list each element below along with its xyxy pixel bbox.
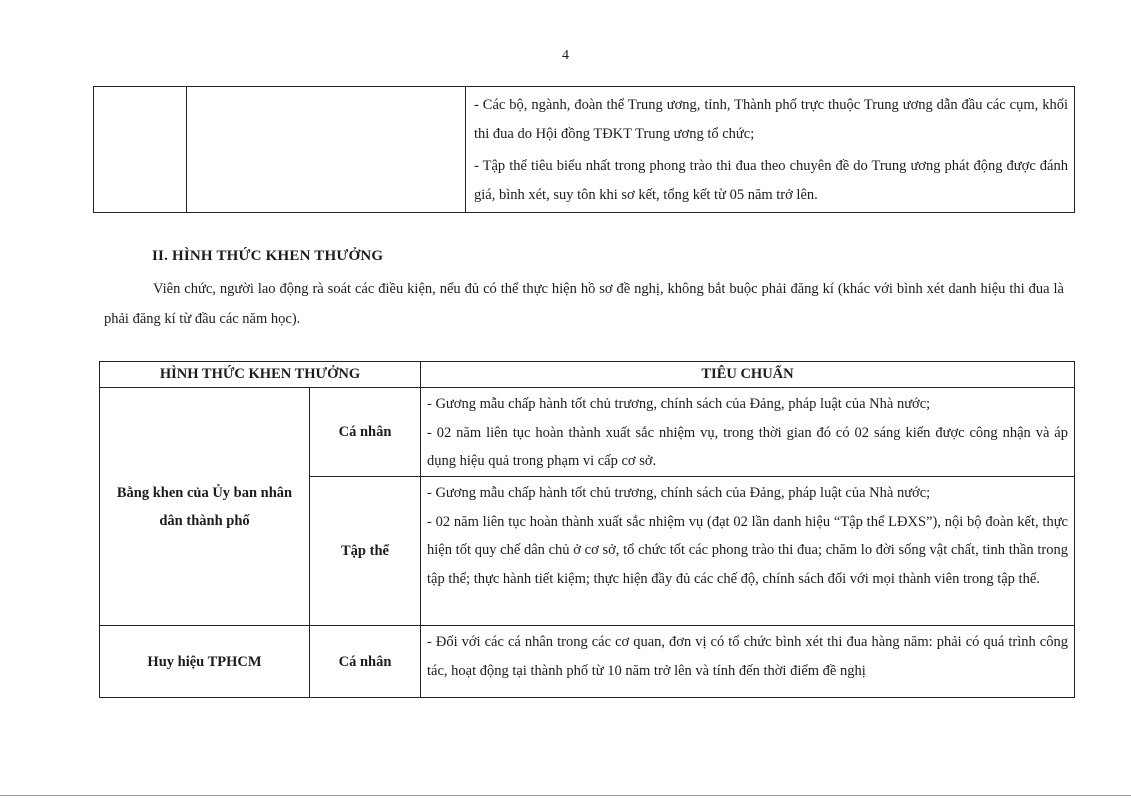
award-forms-table [99,361,1075,698]
criteria-line: - Gương mẫu chấp hành tốt chủ trương, chính sách của Đảng, pháp luật của Nhà nước; [427,485,931,501]
criteria-cell [466,87,1075,213]
table-row [100,626,1075,698]
criteria-line: - Các bộ, ngành, đoàn thể Trung ương, tỉnh, Thành phố trực thuộc Trung ương dẫn đầu các cụm, khối thi đua do Hội đồng TĐKT Trung ương tổ chức; [474,97,1068,142]
criteria-line: - 02 năm liên tục hoàn thành xuất sắc nhiệm vụ (đạt 02 lần danh hiệu “Tập thể LĐXS”), nội bộ đoàn kết, thực hiện tốt quy chế dân chủ ở cơ sở, tổ chức tốt các phong trào thi đua; chăm lo đời sống vật chất, tinh thần trong tập thể; thực hành tiết kiệm; thực hiện đầy đủ các chế độ, chính sách đối với mọi thành viên trong tập thể. [427,513,1068,587]
award-name-cell: Huy hiệu TPHCM [100,626,310,698]
award-name-cell: Bằng khen của Ủy ban nhân dân thành phố [100,388,310,626]
table-row [100,388,1075,477]
page-edge-line [0,795,1131,796]
table-row [94,87,1075,213]
criteria-line: - Gương mẫu chấp hành tốt chủ trương, chính sách của Đảng, pháp luật của Nhà nước; [427,396,931,412]
section-paragraph: Viên chức, người lao động rà soát các điều kiện, nếu đủ có thể thực hiện hồ sơ đề nghị, không bắt buộc phải đăng kí (khác với bình xét danh hiệu thi đua là phải đăng kí từ đầu các năm học). [104,281,1064,327]
empty-cell [187,87,466,213]
criteria-line: - Tập thể tiêu biểu nhất trong phong trào thi đua theo chuyên đề do Trung ương phát động được đánh giá, bình xét, suy tôn khi sơ kết, tổng kết từ 05 năm trở lên. [474,158,1068,203]
empty-cell [94,87,187,213]
continued-criteria-table [93,86,1075,213]
recipient-type-cell: Cá nhân [310,626,421,698]
criteria-cell [421,388,1075,477]
header-criteria: TIÊU CHUẨN [421,362,1075,388]
recipient-type-cell: Cá nhân [310,388,421,477]
criteria-line: - Đối với các cá nhân trong các cơ quan, đơn vị có tổ chức bình xét thi đua hàng năm: phải có quá trình công tác, hoạt động tại thành phố từ 10 năm trở lên và tính đến thời điểm đề nghị [427,634,1068,679]
table-header-row [100,362,1075,388]
page-number: 4 [562,48,569,63]
criteria-cell [421,626,1075,698]
section-heading: II. HÌNH THỨC KHEN THƯỞNG [152,248,384,264]
header-form: HÌNH THỨC KHEN THƯỞNG [100,362,421,388]
criteria-cell [421,477,1075,626]
criteria-line: - 02 năm liên tục hoàn thành xuất sắc nhiệm vụ, trong thời gian đó có 02 sáng kiến được công nhận và áp dụng hiệu quả trong phạm vi cấp cơ sở. [427,424,1068,469]
recipient-type-cell: Tập thể [310,477,421,626]
